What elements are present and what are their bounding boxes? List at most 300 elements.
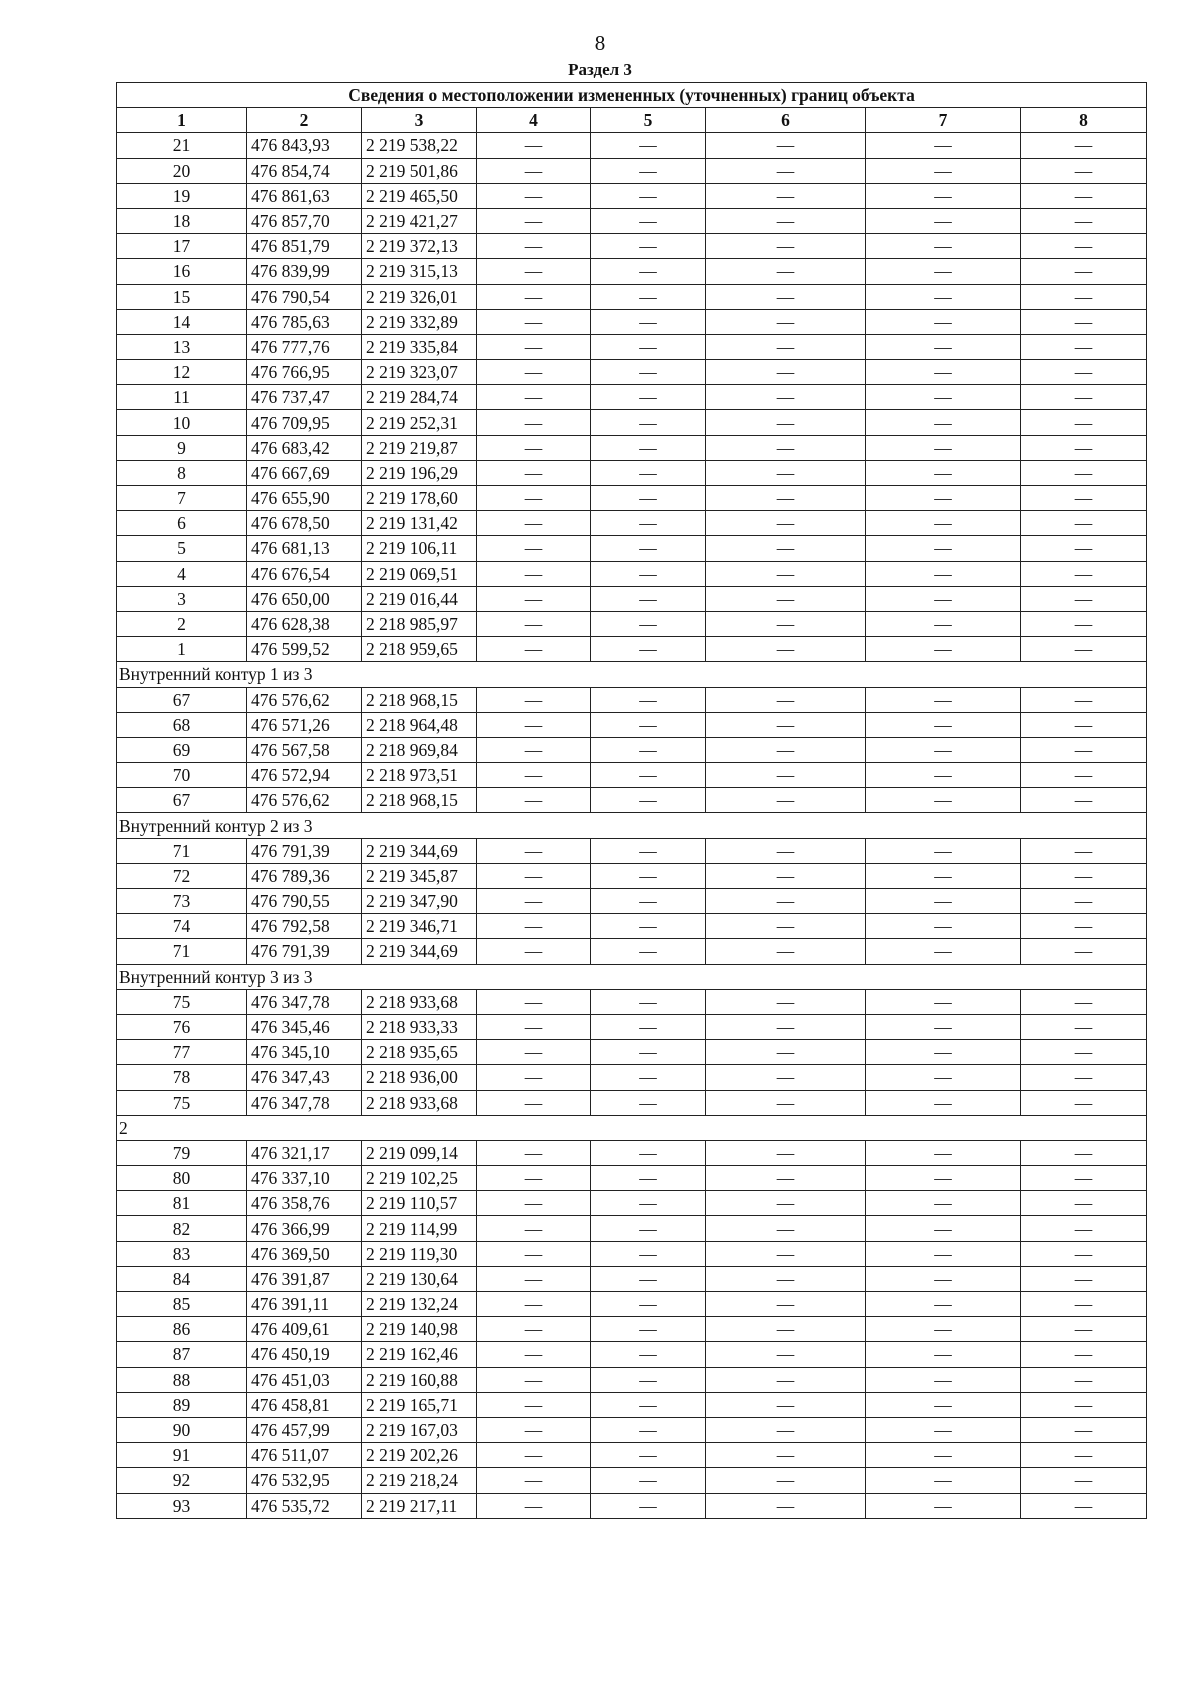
empty-value-cell: — (477, 1266, 591, 1291)
y-coordinate-cell: 2 219 252,31 (362, 410, 477, 435)
point-number-cell: 70 (117, 763, 247, 788)
empty-value-cell: — (591, 586, 706, 611)
table-row (117, 511, 1147, 536)
empty-value-cell: — (866, 536, 1021, 561)
empty-value-cell: — (866, 511, 1021, 536)
y-coordinate-cell: 2 219 346,71 (362, 914, 477, 939)
point-number-cell: 80 (117, 1166, 247, 1191)
y-coordinate-cell: 2 219 178,60 (362, 486, 477, 511)
x-coordinate-cell: 476 347,43 (247, 1065, 362, 1090)
point-number-cell: 89 (117, 1392, 247, 1417)
table-row (117, 259, 1147, 284)
x-coordinate-cell: 476 790,55 (247, 889, 362, 914)
point-number-cell: 20 (117, 158, 247, 183)
y-coordinate-cell: 2 219 196,29 (362, 460, 477, 485)
empty-value-cell: — (591, 1417, 706, 1442)
x-coordinate-cell: 476 576,62 (247, 788, 362, 813)
empty-value-cell: — (477, 158, 591, 183)
empty-value-cell: — (866, 1367, 1021, 1392)
x-coordinate-cell: 476 347,78 (247, 1090, 362, 1115)
empty-value-cell: — (866, 1468, 1021, 1493)
empty-value-cell: — (477, 284, 591, 309)
empty-value-cell: — (477, 763, 591, 788)
empty-value-cell: — (706, 561, 866, 586)
empty-value-cell: — (866, 259, 1021, 284)
x-coordinate-cell: 476 650,00 (247, 586, 362, 611)
empty-value-cell: — (1021, 511, 1147, 536)
empty-value-cell: — (866, 1216, 1021, 1241)
empty-value-cell: — (706, 939, 866, 964)
table-row (117, 1166, 1147, 1191)
y-coordinate-cell: 2 218 968,15 (362, 788, 477, 813)
empty-value-cell: — (706, 259, 866, 284)
empty-value-cell: — (477, 1443, 591, 1468)
empty-value-cell: — (706, 1241, 866, 1266)
point-number-cell: 73 (117, 889, 247, 914)
contour-group-row (117, 813, 1147, 838)
empty-value-cell: — (706, 511, 866, 536)
empty-value-cell: — (591, 1266, 706, 1291)
empty-value-cell: — (866, 460, 1021, 485)
empty-value-cell: — (706, 737, 866, 762)
empty-value-cell: — (1021, 536, 1147, 561)
point-number-cell: 5 (117, 536, 247, 561)
x-coordinate-cell: 476 766,95 (247, 360, 362, 385)
empty-value-cell: — (706, 309, 866, 334)
point-number-cell: 14 (117, 309, 247, 334)
empty-value-cell: — (866, 737, 1021, 762)
empty-value-cell: — (591, 838, 706, 863)
point-number-cell: 4 (117, 561, 247, 586)
empty-value-cell: — (591, 284, 706, 309)
empty-value-cell: — (706, 611, 866, 636)
empty-value-cell: — (1021, 284, 1147, 309)
empty-value-cell: — (866, 1443, 1021, 1468)
empty-value-cell: — (591, 334, 706, 359)
table-row (117, 1392, 1147, 1417)
y-coordinate-cell: 2 219 421,27 (362, 208, 477, 233)
table-row (117, 1468, 1147, 1493)
empty-value-cell: — (477, 410, 591, 435)
empty-value-cell: — (866, 208, 1021, 233)
y-coordinate-cell: 2 218 985,97 (362, 611, 477, 636)
x-coordinate-cell: 476 790,54 (247, 284, 362, 309)
empty-value-cell: — (591, 788, 706, 813)
empty-value-cell: — (866, 284, 1021, 309)
point-number-cell: 87 (117, 1342, 247, 1367)
empty-value-cell: — (866, 360, 1021, 385)
contour-group-row (117, 1115, 1147, 1140)
empty-value-cell: — (591, 1493, 706, 1518)
empty-value-cell: — (477, 1216, 591, 1241)
y-coordinate-cell: 2 219 165,71 (362, 1392, 477, 1417)
empty-value-cell: — (1021, 712, 1147, 737)
empty-value-cell: — (1021, 586, 1147, 611)
boundary-coordinates-table (116, 82, 1147, 1519)
y-coordinate-cell: 2 218 933,68 (362, 1090, 477, 1115)
empty-value-cell: — (477, 561, 591, 586)
empty-value-cell: — (591, 1140, 706, 1165)
y-coordinate-cell: 2 219 099,14 (362, 1140, 477, 1165)
point-number-cell: 83 (117, 1241, 247, 1266)
empty-value-cell: — (477, 334, 591, 359)
contour-group-label: 2 (117, 1115, 1147, 1140)
x-coordinate-cell: 476 737,47 (247, 385, 362, 410)
y-coordinate-cell: 2 219 326,01 (362, 284, 477, 309)
x-coordinate-cell: 476 655,90 (247, 486, 362, 511)
empty-value-cell: — (866, 133, 1021, 158)
x-coordinate-cell: 476 681,13 (247, 536, 362, 561)
y-coordinate-cell: 2 219 130,64 (362, 1266, 477, 1291)
empty-value-cell: — (866, 712, 1021, 737)
empty-value-cell: — (866, 1090, 1021, 1115)
empty-value-cell: — (1021, 561, 1147, 586)
empty-value-cell: — (1021, 1216, 1147, 1241)
table-row (117, 1417, 1147, 1442)
point-number-cell: 67 (117, 788, 247, 813)
empty-value-cell: — (706, 460, 866, 485)
empty-value-cell: — (1021, 1417, 1147, 1442)
empty-value-cell: — (866, 763, 1021, 788)
point-number-cell: 10 (117, 410, 247, 435)
empty-value-cell: — (591, 737, 706, 762)
empty-value-cell: — (591, 1166, 706, 1191)
y-coordinate-cell: 2 219 347,90 (362, 889, 477, 914)
empty-value-cell: — (477, 1166, 591, 1191)
x-coordinate-cell: 476 676,54 (247, 561, 362, 586)
empty-value-cell: — (591, 1065, 706, 1090)
point-number-cell: 67 (117, 687, 247, 712)
y-coordinate-cell: 2 219 344,69 (362, 939, 477, 964)
point-number-cell: 2 (117, 611, 247, 636)
empty-value-cell: — (866, 1493, 1021, 1518)
table-caption: Сведения о местоположении измененных (уточненных) границ объекта (117, 83, 1147, 108)
table-row (117, 561, 1147, 586)
empty-value-cell: — (591, 889, 706, 914)
table-row (117, 486, 1147, 511)
empty-value-cell: — (866, 1292, 1021, 1317)
table-row (117, 334, 1147, 359)
empty-value-cell: — (866, 1014, 1021, 1039)
empty-value-cell: — (866, 1342, 1021, 1367)
empty-value-cell: — (477, 611, 591, 636)
table-row (117, 1292, 1147, 1317)
x-coordinate-cell: 476 391,11 (247, 1292, 362, 1317)
x-coordinate-cell: 476 535,72 (247, 1493, 362, 1518)
table-row (117, 939, 1147, 964)
empty-value-cell: — (477, 838, 591, 863)
empty-value-cell: — (1021, 1191, 1147, 1216)
empty-value-cell: — (866, 687, 1021, 712)
x-coordinate-cell: 476 571,26 (247, 712, 362, 737)
empty-value-cell: — (1021, 1443, 1147, 1468)
x-coordinate-cell: 476 409,61 (247, 1317, 362, 1342)
point-number-cell: 77 (117, 1040, 247, 1065)
empty-value-cell: — (1021, 435, 1147, 460)
empty-value-cell: — (1021, 611, 1147, 636)
x-coordinate-cell: 476 511,07 (247, 1443, 362, 1468)
empty-value-cell: — (591, 1317, 706, 1342)
empty-value-cell: — (866, 1191, 1021, 1216)
empty-value-cell: — (591, 1241, 706, 1266)
table-row (117, 309, 1147, 334)
table-row (117, 1216, 1147, 1241)
empty-value-cell: — (477, 1342, 591, 1367)
empty-value-cell: — (477, 1317, 591, 1342)
y-coordinate-cell: 2 219 501,86 (362, 158, 477, 183)
empty-value-cell: — (706, 234, 866, 259)
empty-value-cell: — (866, 334, 1021, 359)
x-coordinate-cell: 476 457,99 (247, 1417, 362, 1442)
empty-value-cell: — (706, 1317, 866, 1342)
empty-value-cell: — (866, 1065, 1021, 1090)
empty-value-cell: — (591, 536, 706, 561)
empty-value-cell: — (706, 838, 866, 863)
x-coordinate-cell: 476 791,39 (247, 939, 362, 964)
point-number-cell: 71 (117, 939, 247, 964)
empty-value-cell: — (706, 1166, 866, 1191)
y-coordinate-cell: 2 219 344,69 (362, 838, 477, 863)
empty-value-cell: — (706, 1216, 866, 1241)
empty-value-cell: — (477, 133, 591, 158)
x-coordinate-cell: 476 678,50 (247, 511, 362, 536)
x-coordinate-cell: 476 358,76 (247, 1191, 362, 1216)
empty-value-cell: — (591, 687, 706, 712)
x-coordinate-cell: 476 599,52 (247, 637, 362, 662)
y-coordinate-cell: 2 218 973,51 (362, 763, 477, 788)
table-row (117, 183, 1147, 208)
empty-value-cell: — (1021, 1317, 1147, 1342)
empty-value-cell: — (706, 183, 866, 208)
section-title: Раздел 3 (568, 60, 632, 79)
table-row (117, 1443, 1147, 1468)
y-coordinate-cell: 2 219 538,22 (362, 133, 477, 158)
empty-value-cell: — (706, 486, 866, 511)
y-coordinate-cell: 2 219 315,13 (362, 259, 477, 284)
point-number-cell: 12 (117, 360, 247, 385)
empty-value-cell: — (1021, 259, 1147, 284)
column-header: 6 (706, 108, 866, 133)
point-number-cell: 8 (117, 460, 247, 485)
empty-value-cell: — (1021, 360, 1147, 385)
empty-value-cell: — (1021, 788, 1147, 813)
empty-value-cell: — (866, 1241, 1021, 1266)
empty-value-cell: — (866, 183, 1021, 208)
x-coordinate-cell: 476 458,81 (247, 1392, 362, 1417)
point-number-cell: 3 (117, 586, 247, 611)
contour-group-label: Внутренний контур 3 из 3 (117, 964, 1147, 989)
empty-value-cell: — (1021, 637, 1147, 662)
table-row (117, 536, 1147, 561)
point-number-cell: 6 (117, 511, 247, 536)
empty-value-cell: — (591, 611, 706, 636)
empty-value-cell: — (591, 1191, 706, 1216)
point-number-cell: 84 (117, 1266, 247, 1291)
table-row (117, 360, 1147, 385)
y-coordinate-cell: 2 219 218,24 (362, 1468, 477, 1493)
x-coordinate-cell: 476 451,03 (247, 1367, 362, 1392)
x-coordinate-cell: 476 839,99 (247, 259, 362, 284)
empty-value-cell: — (477, 511, 591, 536)
table-row (117, 435, 1147, 460)
empty-value-cell: — (591, 486, 706, 511)
empty-value-cell: — (866, 385, 1021, 410)
empty-value-cell: — (477, 536, 591, 561)
y-coordinate-cell: 2 219 106,11 (362, 536, 477, 561)
empty-value-cell: — (866, 637, 1021, 662)
empty-value-cell: — (1021, 460, 1147, 485)
table-row (117, 1342, 1147, 1367)
empty-value-cell: — (1021, 410, 1147, 435)
y-coordinate-cell: 2 219 102,25 (362, 1166, 477, 1191)
empty-value-cell: — (477, 712, 591, 737)
empty-value-cell: — (706, 208, 866, 233)
empty-value-cell: — (706, 1417, 866, 1442)
x-coordinate-cell: 476 777,76 (247, 334, 362, 359)
y-coordinate-cell: 2 219 323,07 (362, 360, 477, 385)
y-coordinate-cell: 2 218 936,00 (362, 1065, 477, 1090)
table-row (117, 1317, 1147, 1342)
empty-value-cell: — (591, 460, 706, 485)
empty-value-cell: — (706, 435, 866, 460)
empty-value-cell: — (591, 360, 706, 385)
column-header: 3 (362, 108, 477, 133)
table-row (117, 712, 1147, 737)
empty-value-cell: — (477, 208, 591, 233)
empty-value-cell: — (706, 1443, 866, 1468)
empty-value-cell: — (866, 561, 1021, 586)
y-coordinate-cell: 2 218 968,15 (362, 687, 477, 712)
y-coordinate-cell: 2 219 119,30 (362, 1241, 477, 1266)
empty-value-cell: — (591, 183, 706, 208)
empty-value-cell: — (1021, 158, 1147, 183)
y-coordinate-cell: 2 219 372,13 (362, 234, 477, 259)
table-head (117, 83, 1147, 133)
table-row (117, 1191, 1147, 1216)
empty-value-cell: — (866, 838, 1021, 863)
empty-value-cell: — (866, 914, 1021, 939)
empty-value-cell: — (1021, 1292, 1147, 1317)
empty-value-cell: — (706, 586, 866, 611)
column-header: 8 (1021, 108, 1147, 133)
table-row (117, 158, 1147, 183)
empty-value-cell: — (706, 788, 866, 813)
empty-value-cell: — (477, 1417, 591, 1442)
empty-value-cell: — (477, 1090, 591, 1115)
empty-value-cell: — (477, 1065, 591, 1090)
point-number-cell: 79 (117, 1140, 247, 1165)
page-number: 8 (594, 31, 606, 55)
empty-value-cell: — (1021, 838, 1147, 863)
x-coordinate-cell: 476 532,95 (247, 1468, 362, 1493)
empty-value-cell: — (477, 586, 591, 611)
point-number-cell: 76 (117, 1014, 247, 1039)
empty-value-cell: — (866, 1392, 1021, 1417)
column-header-row (117, 108, 1147, 133)
empty-value-cell: — (1021, 1342, 1147, 1367)
empty-value-cell: — (591, 234, 706, 259)
x-coordinate-cell: 476 391,87 (247, 1266, 362, 1291)
empty-value-cell: — (706, 360, 866, 385)
empty-value-cell: — (706, 410, 866, 435)
point-number-cell: 75 (117, 989, 247, 1014)
empty-value-cell: — (1021, 1241, 1147, 1266)
empty-value-cell: — (591, 561, 706, 586)
y-coordinate-cell: 2 219 069,51 (362, 561, 477, 586)
empty-value-cell: — (706, 1342, 866, 1367)
point-number-cell: 88 (117, 1367, 247, 1392)
point-number-cell: 92 (117, 1468, 247, 1493)
empty-value-cell: — (866, 889, 1021, 914)
empty-value-cell: — (706, 1014, 866, 1039)
x-coordinate-cell: 476 572,94 (247, 763, 362, 788)
empty-value-cell: — (591, 158, 706, 183)
empty-value-cell: — (1021, 1266, 1147, 1291)
point-number-cell: 17 (117, 234, 247, 259)
point-number-cell: 75 (117, 1090, 247, 1115)
empty-value-cell: — (706, 914, 866, 939)
point-number-cell: 82 (117, 1216, 247, 1241)
y-coordinate-cell: 2 218 935,65 (362, 1040, 477, 1065)
contour-group-row (117, 662, 1147, 687)
empty-value-cell: — (591, 410, 706, 435)
table-row (117, 1014, 1147, 1039)
empty-value-cell: — (1021, 208, 1147, 233)
empty-value-cell: — (477, 939, 591, 964)
y-coordinate-cell: 2 219 110,57 (362, 1191, 477, 1216)
empty-value-cell: — (1021, 1468, 1147, 1493)
empty-value-cell: — (706, 989, 866, 1014)
table-row (117, 1040, 1147, 1065)
empty-value-cell: — (477, 259, 591, 284)
empty-value-cell: — (1021, 1166, 1147, 1191)
empty-value-cell: — (477, 1468, 591, 1493)
x-coordinate-cell: 476 851,79 (247, 234, 362, 259)
table-row (117, 586, 1147, 611)
point-number-cell: 16 (117, 259, 247, 284)
empty-value-cell: — (477, 486, 591, 511)
empty-value-cell: — (706, 687, 866, 712)
point-number-cell: 13 (117, 334, 247, 359)
empty-value-cell: — (477, 914, 591, 939)
y-coordinate-cell: 2 219 335,84 (362, 334, 477, 359)
table-row (117, 838, 1147, 863)
contour-group-label: Внутренний контур 1 из 3 (117, 662, 1147, 687)
table-row (117, 1140, 1147, 1165)
x-coordinate-cell: 476 857,70 (247, 208, 362, 233)
point-number-cell: 68 (117, 712, 247, 737)
y-coordinate-cell: 2 218 959,65 (362, 637, 477, 662)
empty-value-cell: — (477, 1040, 591, 1065)
x-coordinate-cell: 476 683,42 (247, 435, 362, 460)
empty-value-cell: — (591, 763, 706, 788)
empty-value-cell: — (477, 385, 591, 410)
empty-value-cell: — (1021, 989, 1147, 1014)
column-header: 7 (866, 108, 1021, 133)
empty-value-cell: — (706, 385, 866, 410)
x-coordinate-cell: 476 345,10 (247, 1040, 362, 1065)
point-number-cell: 74 (117, 914, 247, 939)
empty-value-cell: — (591, 1392, 706, 1417)
table-row (117, 410, 1147, 435)
y-coordinate-cell: 2 219 132,24 (362, 1292, 477, 1317)
empty-value-cell: — (477, 1292, 591, 1317)
table-row (117, 863, 1147, 888)
y-coordinate-cell: 2 218 964,48 (362, 712, 477, 737)
x-coordinate-cell: 476 792,58 (247, 914, 362, 939)
y-coordinate-cell: 2 218 969,84 (362, 737, 477, 762)
empty-value-cell: — (706, 133, 866, 158)
